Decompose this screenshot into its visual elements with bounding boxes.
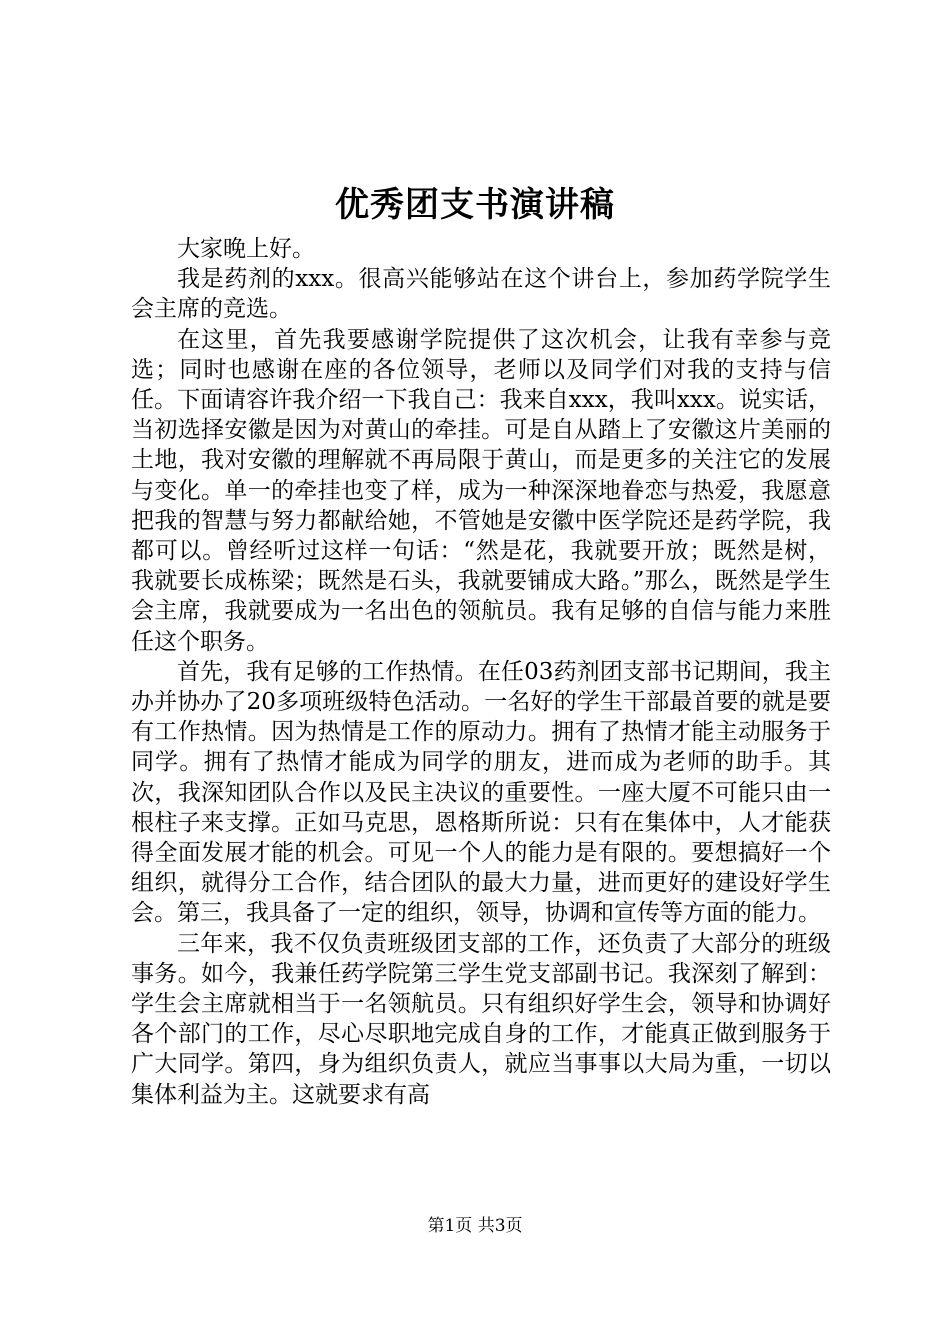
paragraph-greeting: 大家晚上好。 xyxy=(177,236,315,262)
paragraph-experience: 三年来，我不仅负责班级团支部的工作，还负责了大部分的班级事务。如今，我兼任药学院第三学生党支部副书记。我深刻了解到：学生会主席就相当于一名领航员。只有组织好学生会，领导和协调好各个部门的工作，尽心尽职地完成自身的工作，才能真正做到服务于广大同学。第四，身为组织负责人，就应当事事以大局为重，一切以集体利益为主。这就要求有高 xyxy=(131,930,831,1108)
paragraph-background: 在这里，首先我要感谢学院提供了这次机会，让我有幸参与竞选；同时也感谢在座的各位领导，老师以及同学们对我的支持与信任。下面请容许我介绍一下我自己：我来自xxx，我叫xxx。说实话，当初选择安徽是因为对黄山的牵挂。可是自从踏上了安徽这片美丽的土地，我对安徽的理解就不再局限于黄山，而是更多的关注它的发展与变化。单一的牵挂也变了样，成为一种深深地眷恋与热爱，我愿意把我的智慧与努力都献给她，不管她是安徽中医学院还是药学院，我都可以。曾经听过这样一句话：“然是花，我就要开放；既然是树，我就要长成栋梁；既然是石头，我就要铺成大路。”那么，既然是学生会主席，我就要成为一名出色的领航员。我有足够的自信与能力来胜任这个职务。 xyxy=(131,326,831,655)
page-number-footer: 第1页 共3页 xyxy=(427,1216,523,1236)
document-body xyxy=(131,234,831,1110)
paragraph-introduction: 我是药剂的xxx。很高兴能够站在这个讲台上，参加药学院学生会主席的竞选。 xyxy=(131,266,831,323)
paragraph-qualifications: 首先，我有足够的工作热情。在任03药剂团支部书记期间，我主办并协办了20多项班级特色活动。一名好的学生干部最首要的就是要有工作热情。因为热情是工作的原动力。拥有了热情才能主动服务于同学。拥有了热情才能成为同学的朋友，进而成为老师的助手。其次，我深知团队合作以及民主决议的重要性。一座大厦不可能只由一根柱子来支撑。正如马克思，恩格斯所说：只有在集体中，人才能获得全面发展才能的机会。可见一个人的能力是有限的。要想搞好一个组织，就得分工合作，结合团队的最大力量，进而更好的建设好学生会。第三，我具备了一定的组织，领导，协调和宣传等方面的能力。 xyxy=(131,658,831,927)
document-title: 优秀团支书演讲稿 xyxy=(335,185,615,225)
